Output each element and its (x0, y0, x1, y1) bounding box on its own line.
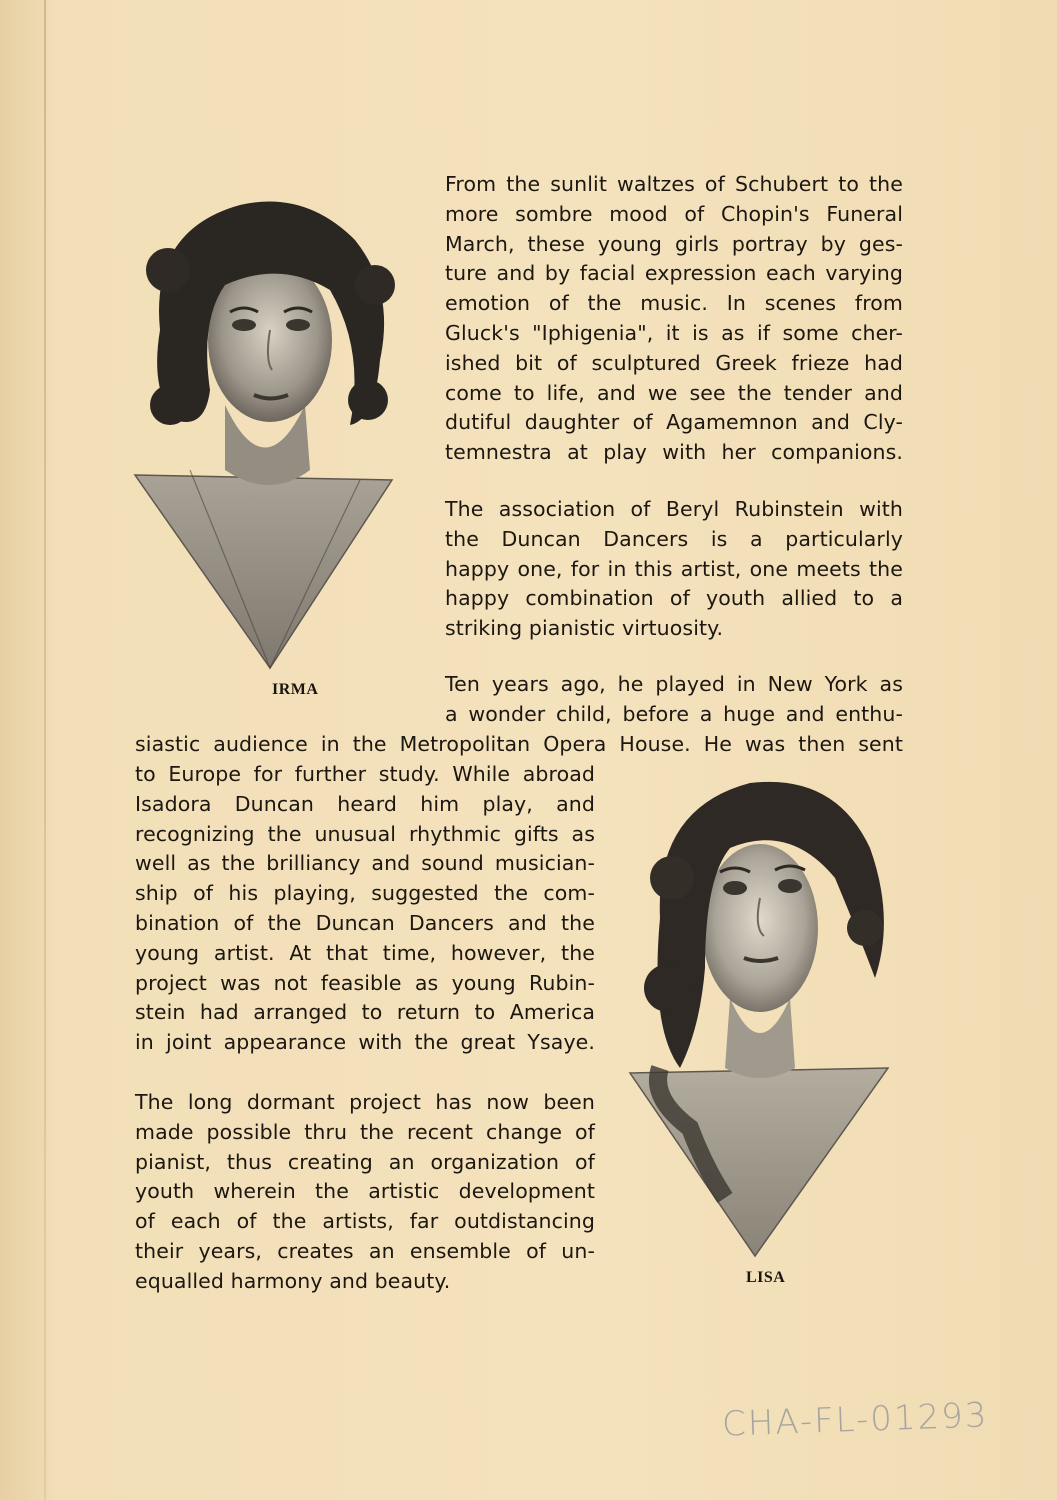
text-line: dutiful daughter of Agamemnon and Cly- (445, 410, 903, 435)
text-line: in joint appearance with the great Ysaye. (135, 1030, 595, 1055)
text-line: bination of the Duncan Dancers and the (135, 910, 595, 935)
text-line: project was not feasible as young Rubin- (135, 970, 595, 995)
text-line: March, these young girls portray by ges- (445, 231, 903, 256)
text-line: ture and by facial expression each varying (445, 261, 903, 286)
text-line: young artist. At that time, however, the (135, 940, 595, 965)
text-line: of each of the artists, far outdistancing (135, 1209, 595, 1234)
text-line: youth wherein the artistic development (135, 1179, 595, 1204)
text-line: emotion of the music. In scenes from (445, 291, 903, 316)
page-fold (44, 0, 46, 1500)
text-line: their years, creates an ensemble of un- (135, 1238, 595, 1263)
text-line: Isadora Duncan heard him play, and (135, 791, 595, 816)
paragraph-3-wide (135, 730, 903, 760)
paragraph-3-left (135, 760, 595, 1058)
text-line: recognizing the unusual rhythmic gifts as (135, 821, 595, 846)
text-line: more sombre mood of Chopin's Funeral (445, 201, 903, 226)
paragraph-3-top (445, 670, 903, 730)
text-line: The long dormant project has now been (135, 1090, 595, 1114)
text-line: made possible thru the recent change of (135, 1119, 595, 1144)
text-line: siastic audience in the Metropolitan Opera House. He was then sent (135, 732, 903, 756)
portrait-lisa (620, 768, 900, 1258)
text-line: ished bit of sculptured Greek frieze had (445, 350, 903, 375)
portrait-irma (130, 190, 400, 670)
text-line: happy combination of youth allied to a (445, 586, 903, 611)
text-line: Gluck's "Iphigenia", it is as if some cher- (445, 320, 903, 345)
text-line: pianist, thus creating an organization of (135, 1149, 595, 1174)
text-line: ship of his playing, suggested the com- (135, 881, 595, 906)
text-line: The association of Beryl Rubinstein with (445, 497, 903, 521)
caption-lisa: LISA (746, 1269, 786, 1286)
paragraph-2 (445, 495, 903, 644)
text-line: equalled harmony and beauty. (135, 1268, 451, 1293)
caption-irma: IRMA (272, 681, 319, 698)
paragraph-1 (445, 170, 903, 468)
text-line: a wonder child, before a huge and enthu- (445, 701, 903, 726)
text-line: stein had arranged to return to America (135, 1000, 595, 1025)
text-line: come to life, and we see the tender and (445, 380, 903, 405)
text-line: Ten years ago, he played in New York as (445, 672, 903, 696)
paragraph-4 (135, 1088, 595, 1297)
text-line: the Duncan Dancers is a particularly (445, 526, 903, 551)
text-line: happy one, for in this artist, one meets the (445, 556, 903, 581)
catalog-number: CHA-FL-01293 (721, 1395, 990, 1445)
text-line: From the sunlit waltzes of Schubert to the (445, 172, 903, 196)
text-line: striking pianistic virtuosity. (445, 616, 724, 641)
text-line: temnestra at play with her companions. (445, 440, 903, 465)
text-line: well as the brilliancy and sound musician- (135, 851, 595, 876)
text-line: to Europe for further study. While abroad (135, 762, 595, 786)
